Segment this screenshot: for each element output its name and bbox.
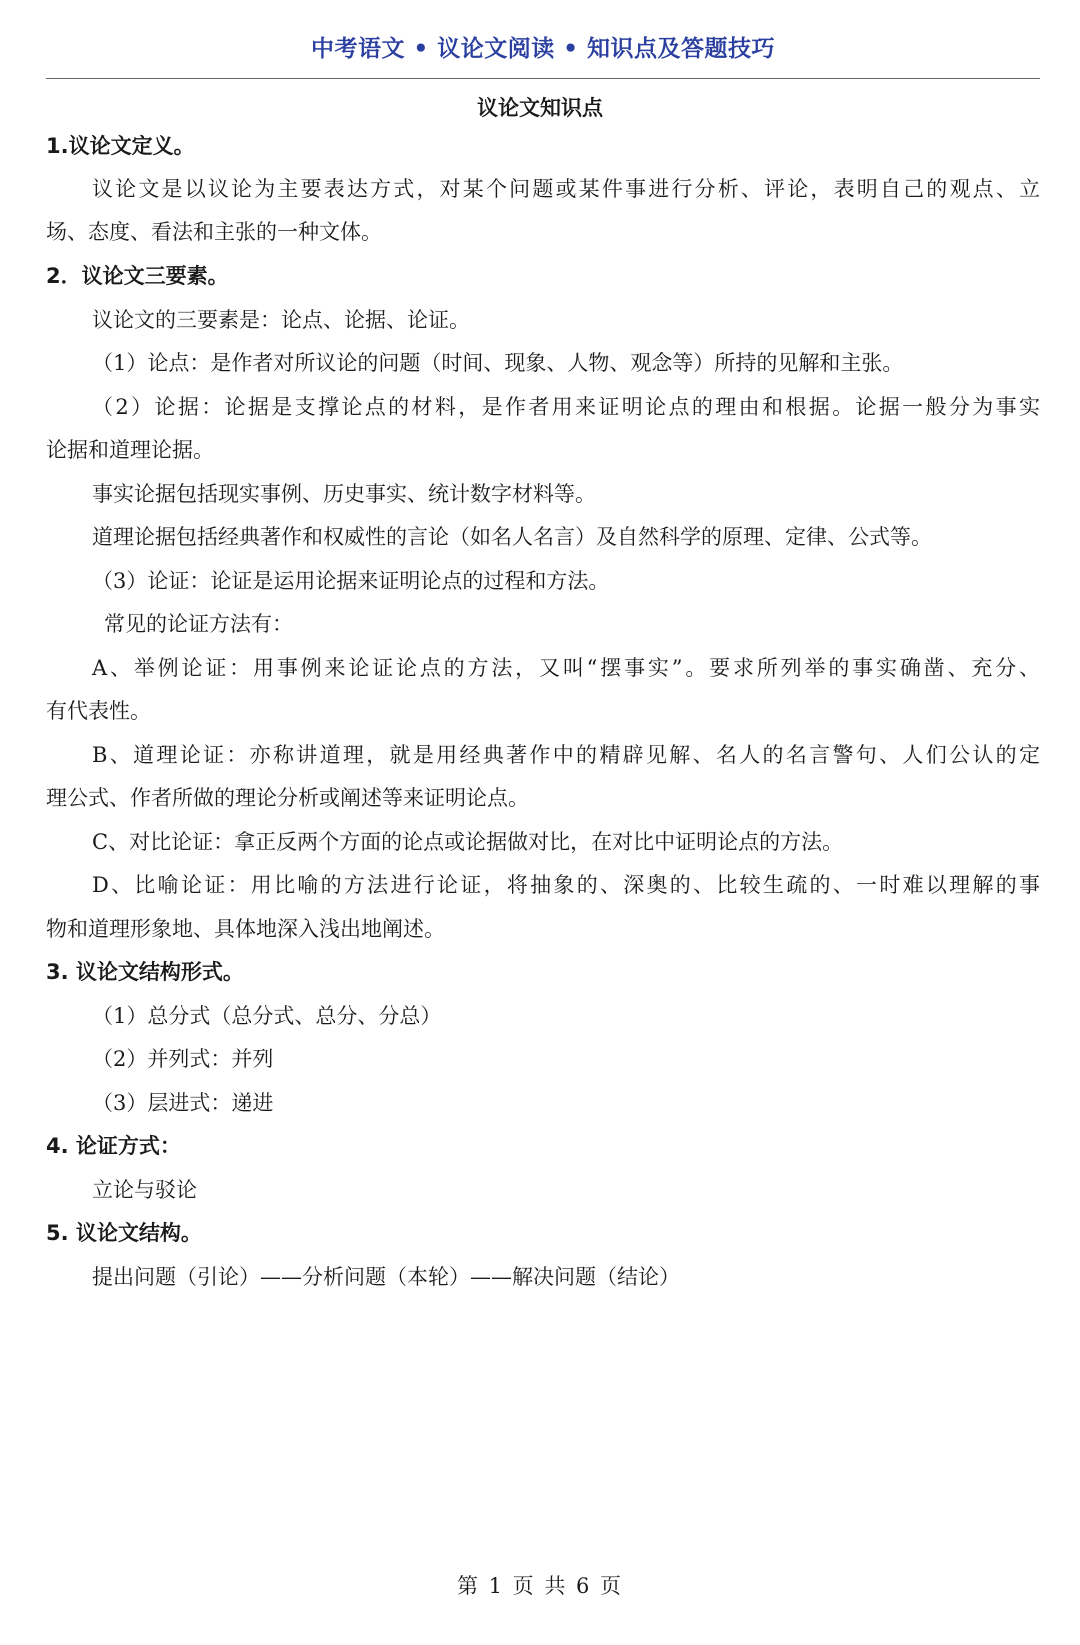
- method-b-line-1: B、道理论证：亦称讲道理，就是用经典著作中的精辟见解、名人的名言警句、人们公认的定: [92, 743, 1040, 767]
- section-1-paragraph-line-1: 议论文是以议论为主要表达方式，对某个问题或某件事进行分析、评论，表明自己的观点、立: [92, 177, 1040, 201]
- section-3-heading: 3. 议论文结构形式。: [46, 960, 244, 984]
- page-header: [46, 0, 1040, 79]
- section-1-heading: 1.议论文定义。: [46, 134, 195, 158]
- section-4-heading: 4. 论证方式：: [46, 1134, 181, 1158]
- document-title: 议论文知识点: [477, 96, 603, 120]
- section-2-methods-intro: 常见的论证方法有：: [104, 612, 293, 636]
- section-2-heading: 2．议论文三要素。: [46, 264, 229, 288]
- section-1-paragraph-line-2: 场、态度、看法和主张的一种文体。: [46, 220, 382, 244]
- section-2-fact-evidence: 事实论据包括现实事例、历史事实、统计数字材料等。: [92, 482, 596, 506]
- section-3-item-3: （3）层进式：递进: [92, 1091, 274, 1115]
- section-2-item-2-line-2: 论据和道理论据。: [46, 438, 214, 462]
- section-4-text: 立论与驳论: [92, 1178, 197, 1202]
- method-d-line-1: D、比喻论证：用比喻的方法进行论证，将抽象的、深奥的、比较生疏的、一时难以理解的事: [92, 873, 1040, 897]
- method-a-line-1: A、举例论证：用事例来论证论点的方法，又叫“摆事实”。要求所列举的事实确凿、充分、: [92, 656, 1040, 680]
- section-2-reason-evidence: 道理论据包括经典著作和权威性的言论（如名人名言）及自然科学的原理、定律、公式等。: [92, 525, 932, 549]
- method-c-line-1: C、对比论证：拿正反两个方面的论点或论据做对比，在对比中证明论点的方法。: [92, 830, 844, 854]
- section-3-item-1: （1）总分式（总分式、总分、分总）: [92, 1004, 442, 1028]
- section-5-heading: 5. 议论文结构。: [46, 1221, 202, 1245]
- header-title: 中考语文 • 议论文阅读 • 知识点及答题技巧: [311, 36, 775, 62]
- section-2-item-2-line-1: （2）论据：论据是支撑论点的材料，是作者用来证明论点的理由和根据。论据一般分为事实: [92, 395, 1040, 419]
- section-5-text: 提出问题（引论）——分析问题（本轮）——解决问题（结论）: [92, 1265, 680, 1289]
- method-a-line-2: 有代表性。: [46, 699, 151, 723]
- section-2-intro: 议论文的三要素是：论点、论据、论证。: [92, 308, 470, 332]
- section-2-item-1: （1）论点：是作者对所议论的问题（时间、现象、人物、观念等）所持的见解和主张。: [92, 351, 904, 375]
- section-2-item-3: （3）论证：论证是运用论据来证明论点的过程和方法。: [92, 569, 610, 593]
- method-d-line-2: 物和道理形象地、具体地深入浅出地阐述。: [46, 917, 445, 941]
- method-b-line-2: 理公式、作者所做的理论分析或阐述等来证明论点。: [46, 786, 529, 810]
- page-footer: 第 1 页 共 6 页: [456, 1574, 624, 1598]
- section-3-item-2: （2）并列式：并列: [92, 1047, 274, 1071]
